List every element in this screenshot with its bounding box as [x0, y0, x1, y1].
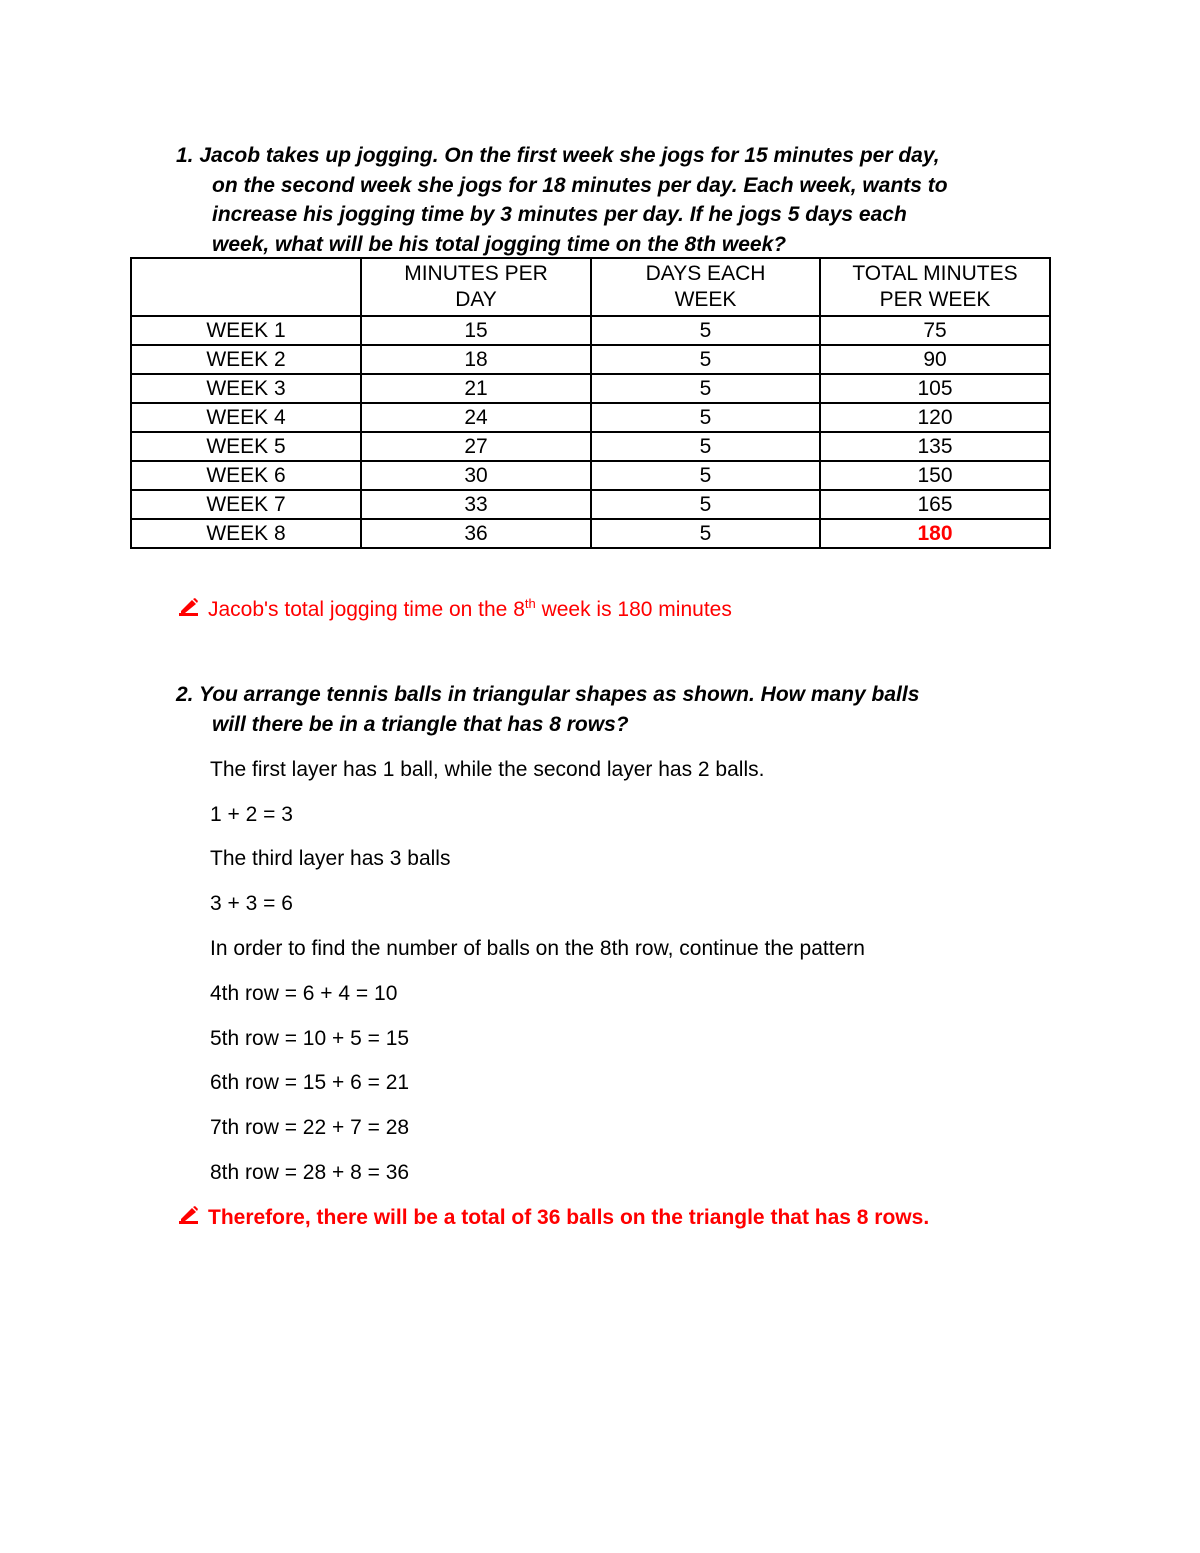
table-cell: WEEK 1: [131, 316, 361, 345]
answer-2: [178, 1204, 929, 1234]
table-cell: 5: [591, 490, 820, 519]
question-2-line: will there be in a triangle that has 8 rows?: [212, 712, 629, 736]
question-1-line: week, what will be his total jogging time on the 8th week?: [212, 232, 787, 256]
header-line: MINUTES PER: [404, 262, 548, 285]
table-cell: 5: [591, 316, 820, 345]
header-line: PER WEEK: [879, 288, 991, 311]
table-cell: 21: [361, 374, 591, 403]
table-cell: 165: [820, 490, 1050, 519]
work-line: 7th row = 22 + 7 = 28: [210, 1116, 410, 1139]
table-cell: 30: [361, 461, 591, 490]
table-row: [131, 461, 1050, 490]
work-line: 4th row = 6 + 4 = 10: [210, 982, 398, 1005]
table-row: [131, 519, 1050, 548]
header-line: WEEK: [674, 288, 737, 311]
table-cell: 120: [820, 403, 1050, 432]
answer-1: [178, 596, 732, 626]
table-row: [131, 345, 1050, 374]
header-line: DAYS EACH: [645, 262, 766, 285]
table-header-row: [131, 258, 1050, 316]
table-cell: 5: [591, 403, 820, 432]
pencil-icon: [178, 1206, 200, 1234]
table-header-cell: [591, 258, 820, 316]
table-cell: WEEK 7: [131, 490, 361, 519]
work-line: 3 + 3 = 6: [210, 892, 293, 915]
table-cell: 105: [820, 374, 1050, 403]
table-cell: WEEK 3: [131, 374, 361, 403]
table-cell: 15: [361, 316, 591, 345]
question-1-line: on the second week she jogs for 18 minutes per day. Each week, wants to: [212, 173, 948, 197]
table-row: [131, 432, 1050, 461]
table-row: [131, 490, 1050, 519]
table-cell: 33: [361, 490, 591, 519]
work-line: 6th row = 15 + 6 = 21: [210, 1071, 410, 1094]
table-cell: 90: [820, 345, 1050, 374]
jogging-table: [130, 257, 1051, 549]
work-line: In order to find the number of balls on the 8th row, continue the pattern: [210, 937, 865, 960]
answer-1-text: Jacob's total jogging time on the 8: [208, 598, 525, 621]
table-cell: 5: [591, 461, 820, 490]
work-line: The first layer has 1 ball, while the second layer has 2 balls.: [210, 758, 765, 781]
question-1: [176, 141, 948, 259]
header-line: DAY: [455, 288, 497, 311]
header-line: TOTAL MINUTES: [852, 262, 1018, 285]
pencil-icon: [178, 598, 200, 626]
table-row: [131, 374, 1050, 403]
work-line: The third layer has 3 balls: [210, 847, 451, 870]
table-cell: 75: [820, 316, 1050, 345]
table-header-cell: [820, 258, 1050, 316]
question-1-line: increase his jogging time by 3 minutes per day. If he jogs 5 days each: [212, 203, 907, 226]
table-cell: 24: [361, 403, 591, 432]
table-cell: 5: [591, 432, 820, 461]
answer-2-text: Therefore, there will be a total of 36 balls on the triangle that has 8 rows.: [208, 1206, 930, 1229]
table-cell: WEEK 2: [131, 345, 361, 374]
answer-1-superscript: th: [524, 596, 536, 611]
work-line: 1 + 2 = 3: [210, 803, 293, 826]
work-line: 8th row = 28 + 8 = 36: [210, 1161, 410, 1184]
work-line: 5th row = 10 + 5 = 15: [210, 1027, 410, 1050]
table-header-cell: [361, 258, 591, 316]
table-cell: WEEK 5: [131, 432, 361, 461]
table-cell: 36: [361, 519, 591, 548]
table-cell: 5: [591, 519, 820, 548]
table-cell: WEEK 8: [131, 519, 361, 548]
question-1-line: 1. Jacob takes up jogging. On the first week she jogs for 15 minutes per day,: [176, 144, 940, 167]
table-header-cell: [131, 258, 361, 316]
table-row: [131, 403, 1050, 432]
table-cell: 18: [361, 345, 591, 374]
table-cell: 150: [820, 461, 1050, 490]
final-total-cell: 180: [820, 519, 1050, 548]
table-cell: WEEK 4: [131, 403, 361, 432]
answer-1-text-end: week is 180 minutes: [535, 598, 732, 621]
table-cell: 135: [820, 432, 1050, 461]
table-cell: 5: [591, 374, 820, 403]
table-cell: WEEK 6: [131, 461, 361, 490]
table-cell: 5: [591, 345, 820, 374]
table-cell: 27: [361, 432, 591, 461]
question-2: [176, 680, 919, 739]
table-row: [131, 316, 1050, 345]
question-2-line: 2. You arrange tennis balls in triangular shapes as shown. How many balls: [176, 683, 920, 706]
